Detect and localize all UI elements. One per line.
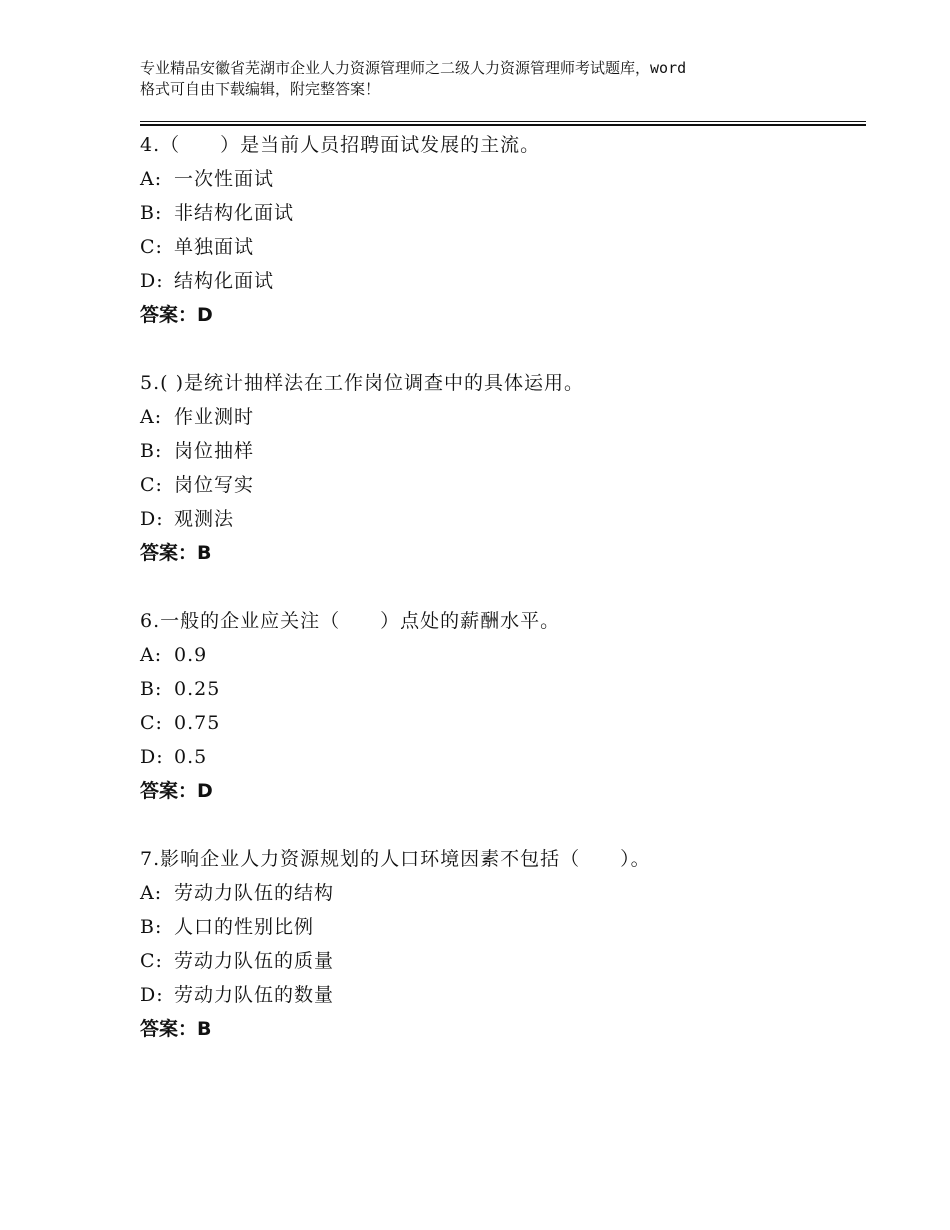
option-prefix: B: (140, 202, 163, 224)
option-d (140, 978, 866, 1012)
option-d (140, 740, 866, 774)
option-prefix: C: (140, 474, 163, 496)
option-text: 劳动力队伍的结构 (174, 882, 335, 904)
option-prefix: A: (140, 406, 163, 428)
option-text: 作业测时 (174, 406, 255, 428)
option-a (140, 876, 866, 910)
option-text: 岗位写实 (174, 474, 255, 496)
question-stem: 6.一般的企业应关注（ ）点处的薪酬水平。 (140, 610, 561, 632)
question-4 (140, 128, 866, 332)
option-text: 非结构化面试 (174, 202, 295, 224)
option-d (140, 502, 866, 536)
option-text: 0.75 (174, 712, 221, 734)
option-text: 岗位抽样 (174, 440, 255, 462)
header-line-2: 格式可自由下载编辑，附完整答案！ (140, 80, 381, 98)
option-c (140, 944, 866, 978)
option-text: 劳动力队伍的数量 (174, 984, 335, 1006)
option-prefix: C: (140, 236, 163, 258)
answer-line: 答案：D (140, 780, 213, 802)
option-text: 结构化面试 (174, 270, 275, 292)
option-c (140, 230, 866, 264)
question-7 (140, 842, 866, 1046)
option-b (140, 434, 866, 468)
header-line-1: 专业精品安徽省芜湖市企业人力资源管理师之二级人力资源管理师考试题库，word (140, 59, 687, 77)
option-prefix: A: (140, 882, 163, 904)
option-a (140, 400, 866, 434)
option-prefix: C: (140, 712, 163, 734)
option-prefix: D: (140, 270, 164, 292)
option-text: 一次性面试 (174, 168, 275, 190)
option-text: 观测法 (174, 508, 235, 530)
option-a (140, 162, 866, 196)
question-stem: 4.（ ）是当前人员招聘面试发展的主流。 (140, 134, 541, 156)
option-c (140, 468, 866, 502)
option-c (140, 706, 866, 740)
option-b (140, 196, 866, 230)
header-divider (140, 121, 866, 126)
question-stem: 7.影响企业人力资源规划的人口环境因素不包括（ ）。 (140, 848, 651, 870)
option-text: 劳动力队伍的质量 (174, 950, 335, 972)
document-header (140, 58, 840, 100)
option-prefix: A: (140, 168, 163, 190)
option-text: 单独面试 (174, 236, 255, 258)
question-6 (140, 604, 866, 808)
option-prefix: D: (140, 746, 164, 768)
question-5 (140, 366, 866, 570)
option-a (140, 638, 866, 672)
option-prefix: B: (140, 916, 163, 938)
option-b (140, 672, 866, 706)
option-prefix: D: (140, 984, 164, 1006)
option-text: 0.9 (174, 644, 208, 666)
option-prefix: B: (140, 678, 163, 700)
option-text: 0.25 (174, 678, 221, 700)
option-b (140, 910, 866, 944)
option-prefix: B: (140, 440, 163, 462)
option-prefix: A: (140, 644, 163, 666)
answer-line: 答案：B (140, 542, 212, 564)
option-prefix: C: (140, 950, 163, 972)
question-list (140, 128, 866, 1080)
option-d (140, 264, 866, 298)
answer-line: 答案：B (140, 1018, 212, 1040)
option-text: 0.5 (174, 746, 208, 768)
option-text: 人口的性别比例 (174, 916, 315, 938)
answer-line: 答案：D (140, 304, 213, 326)
option-prefix: D: (140, 508, 164, 530)
question-stem: 5.( )是统计抽样法在工作岗位调查中的具体运用。 (140, 372, 584, 394)
